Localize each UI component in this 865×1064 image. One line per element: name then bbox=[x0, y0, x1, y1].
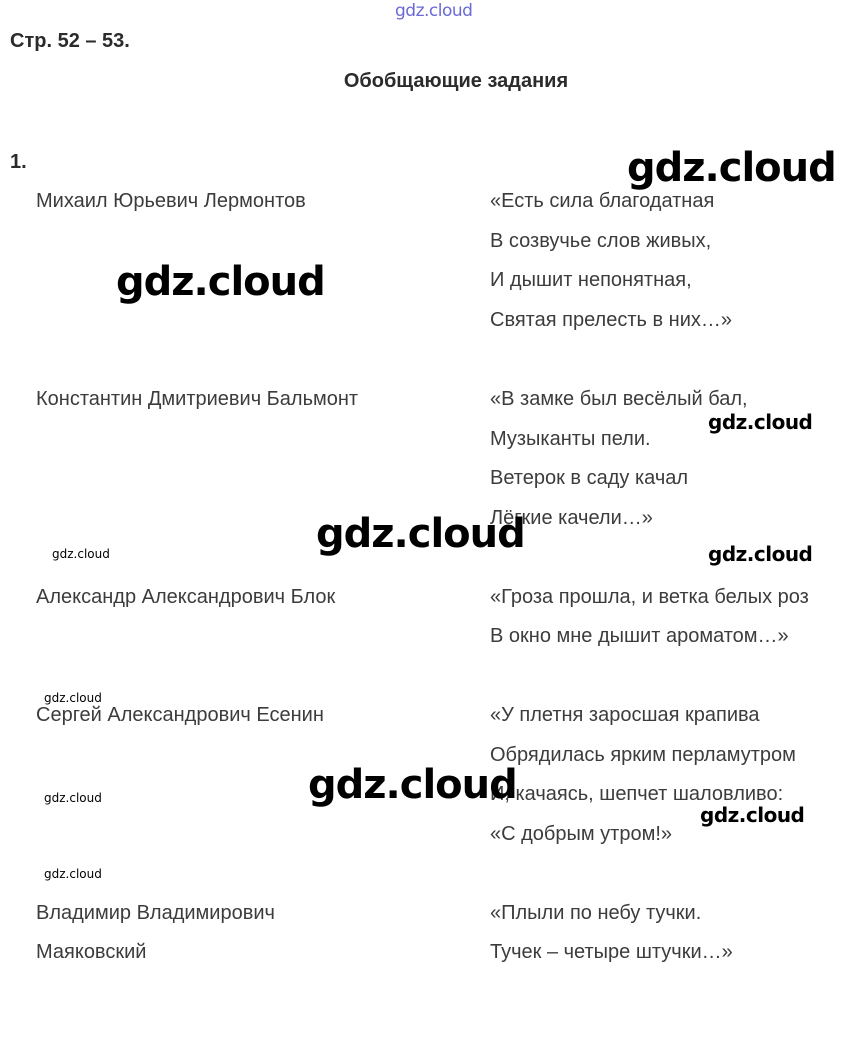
section-title: Обобщающие задания bbox=[343, 70, 569, 92]
poem-line: Музыканты пели. bbox=[490, 428, 651, 450]
poem-line: Ветерок в саду качал bbox=[490, 467, 689, 489]
poem-line: «У плетня заросшая крапива bbox=[490, 704, 760, 726]
author-blok: Александр Александрович Блок bbox=[36, 586, 336, 608]
author-mayakovsky-line2: Маяковский bbox=[36, 941, 147, 963]
author-balmont: Константин Дмитриевич Бальмонт bbox=[36, 388, 359, 410]
watermark-top: gdz.cloud bbox=[395, 1, 473, 21]
watermark-large: gdz.cloud bbox=[116, 259, 325, 305]
task-number: 1. bbox=[10, 151, 27, 173]
watermark-medium: gdz.cloud bbox=[708, 410, 813, 434]
poem-line: Обрядилась ярким перламутром bbox=[490, 744, 796, 766]
watermark-large: gdz.cloud bbox=[627, 145, 836, 191]
author-esenin: Сергей Александрович Есенин bbox=[36, 704, 324, 726]
watermark-large: gdz.cloud bbox=[316, 511, 525, 557]
watermark-small: gdz.cloud bbox=[44, 791, 102, 805]
poem-line: И, качаясь, шепчет шаловливо: bbox=[490, 783, 784, 805]
author-mayakovsky-line1: Владимир Владимирович bbox=[36, 902, 275, 924]
watermark-large: gdz.cloud bbox=[308, 762, 517, 808]
poem-line: «Плыли по небу тучки. bbox=[490, 902, 702, 924]
watermark-small: gdz.cloud bbox=[44, 691, 102, 705]
watermark-medium: gdz.cloud bbox=[708, 542, 813, 566]
poem-line: Тучек – четыре штучки…» bbox=[490, 941, 733, 963]
poem-line: Лёгкие качели…» bbox=[490, 507, 653, 529]
watermark-small: gdz.cloud bbox=[52, 547, 110, 561]
watermark-small: gdz.cloud bbox=[44, 867, 102, 881]
poem-line: «Гроза прошла, и ветка белых роз bbox=[490, 586, 809, 608]
poem-line: И дышит непонятная, bbox=[490, 269, 692, 291]
watermark-medium: gdz.cloud bbox=[700, 803, 805, 827]
poem-line: Святая прелесть в них…» bbox=[490, 309, 732, 331]
poem-line: «Есть сила благодатная bbox=[490, 190, 715, 212]
poem-line: В окно мне дышит ароматом…» bbox=[490, 625, 789, 647]
page-reference: Стр. 52 – 53. bbox=[10, 30, 130, 52]
poem-line: «С добрым утром!» bbox=[490, 823, 673, 845]
poem-line: «В замке был весёлый бал, bbox=[490, 388, 748, 410]
poem-line: В созвучье слов живых, bbox=[490, 230, 712, 252]
author-lermontov: Михаил Юрьевич Лермонтов bbox=[36, 190, 306, 212]
